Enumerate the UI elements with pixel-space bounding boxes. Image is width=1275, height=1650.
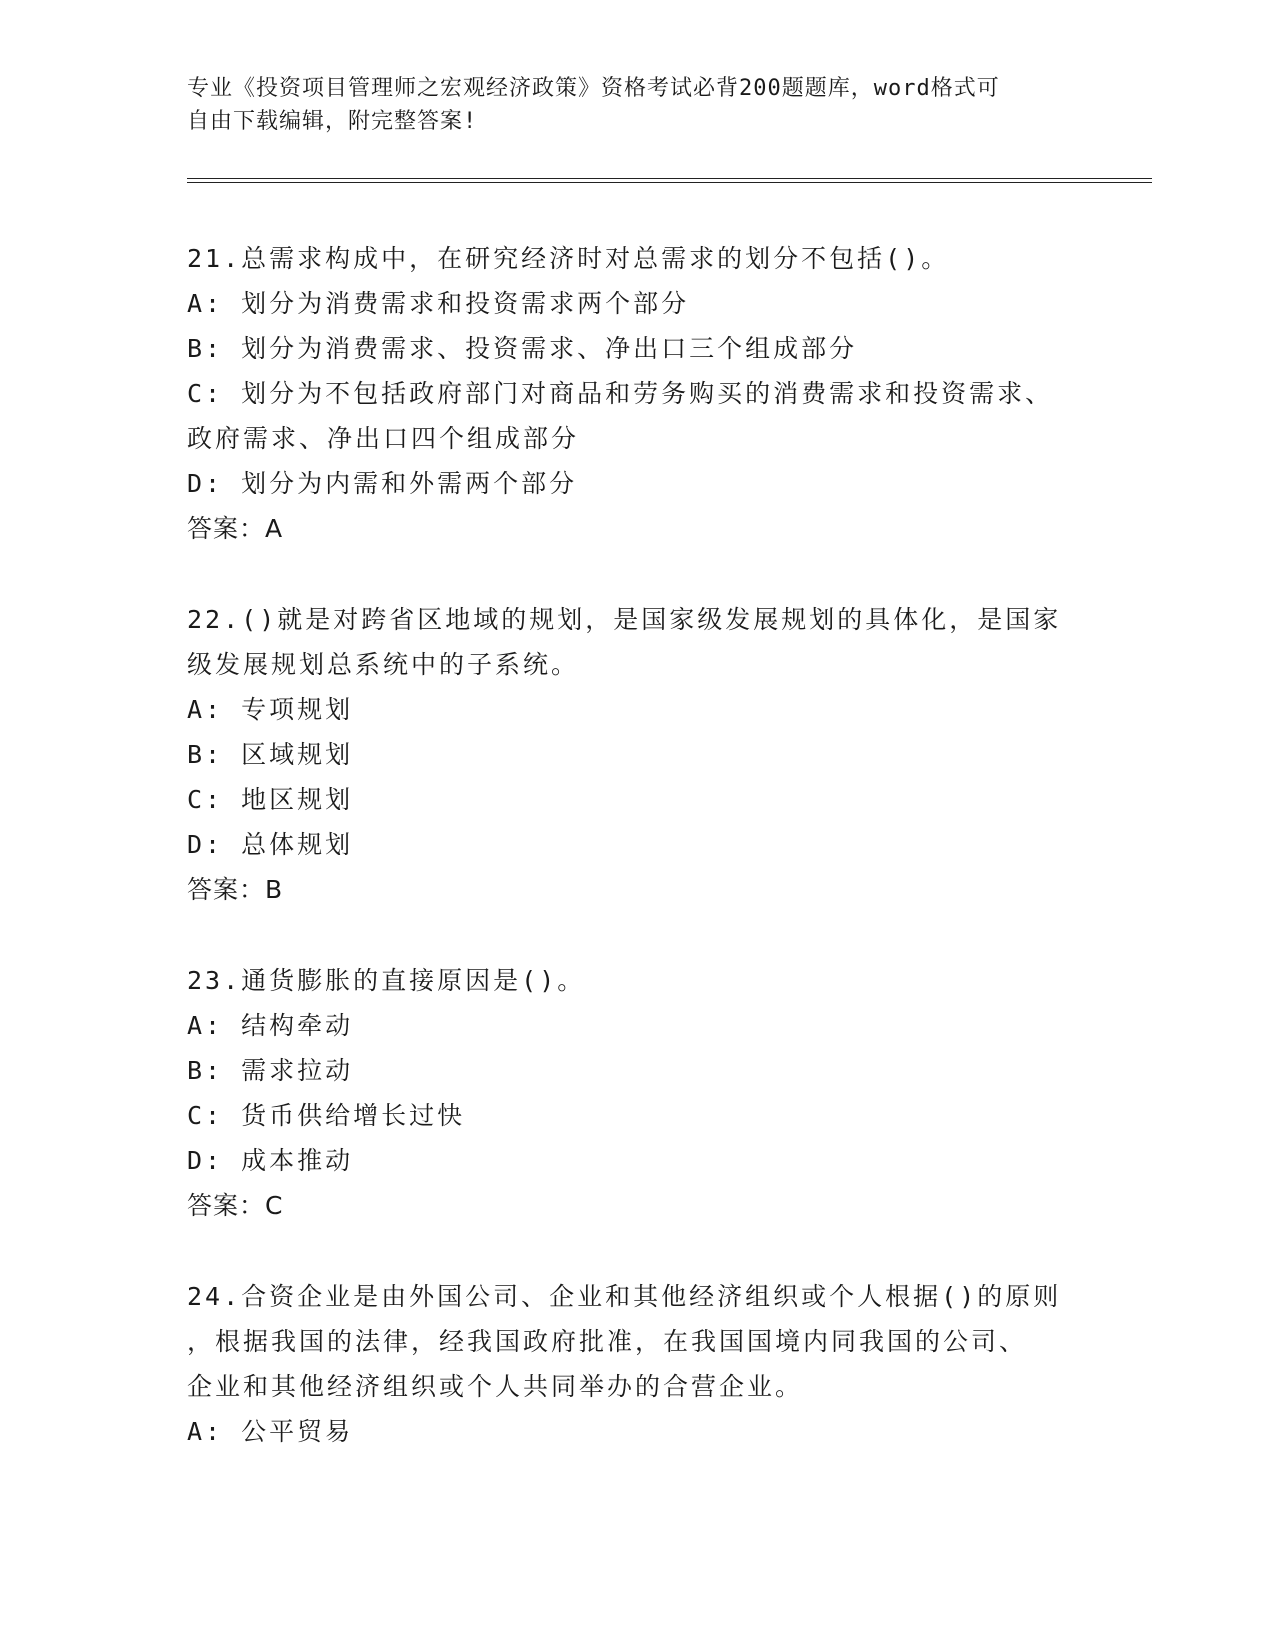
- question-stem: 21.总需求构成中，在研究经济时对总需求的划分不包括()。: [187, 244, 950, 273]
- question-21: [187, 236, 1087, 551]
- option-a: A: 结构牵动: [187, 1011, 354, 1040]
- option-c: C: 货币供给增长过快: [187, 1101, 466, 1130]
- header-line-1: 专业《投资项目管理师之宏观经济政策》资格考试必背200题题库，word格式可: [187, 76, 1000, 101]
- option-c: C: 地区规划: [187, 785, 354, 814]
- answer-label: 答案：C: [187, 1191, 284, 1220]
- question-stem-continued: ，根据我国的法律，经我国政府批准，在我国国境内同我国的公司、: [187, 1327, 1028, 1356]
- option-b: B: 区域规划: [187, 740, 354, 769]
- option-a: A: 划分为消费需求和投资需求两个部分: [187, 289, 690, 318]
- question-24: [187, 1274, 1087, 1454]
- header-rule-bottom: [187, 182, 1152, 183]
- question-stem-continued: 级发展规划总系统中的子系统。: [187, 650, 580, 679]
- option-c-continued: 政府需求、净出口四个组成部分: [187, 424, 580, 453]
- header-rule-top: [187, 178, 1152, 179]
- option-d: D: 总体规划: [187, 830, 354, 859]
- option-d: D: 成本推动: [187, 1146, 354, 1175]
- header-line-2: 自由下载编辑，附完整答案!: [187, 109, 478, 134]
- option-a: A: 公平贸易: [187, 1417, 354, 1446]
- question-list: [187, 236, 1087, 1500]
- option-c: C: 划分为不包括政府部门对商品和劳务购买的消费需求和投资需求、: [187, 379, 1054, 408]
- option-b: B: 需求拉动: [187, 1056, 354, 1085]
- document-header: [187, 72, 1087, 138]
- question-stem: 23.通货膨胀的直接原因是()。: [187, 966, 586, 995]
- option-a: A: 专项规划: [187, 695, 354, 724]
- option-d: D: 划分为内需和外需两个部分: [187, 469, 578, 498]
- question-23: [187, 958, 1087, 1228]
- option-b: B: 划分为消费需求、投资需求、净出口三个组成部分: [187, 334, 858, 363]
- question-stem: 22.()就是对跨省区地域的规划，是国家级发展规划的具体化，是国家: [187, 605, 1062, 634]
- answer-label: 答案：A: [187, 514, 284, 543]
- answer-label: 答案：B: [187, 875, 284, 904]
- question-22: [187, 597, 1087, 912]
- question-stem-continued: 企业和其他经济组织或个人共同举办的合营企业。: [187, 1372, 804, 1401]
- question-stem: 24.合资企业是由外国公司、企业和其他经济组织或个人根据()的原则: [187, 1282, 1062, 1311]
